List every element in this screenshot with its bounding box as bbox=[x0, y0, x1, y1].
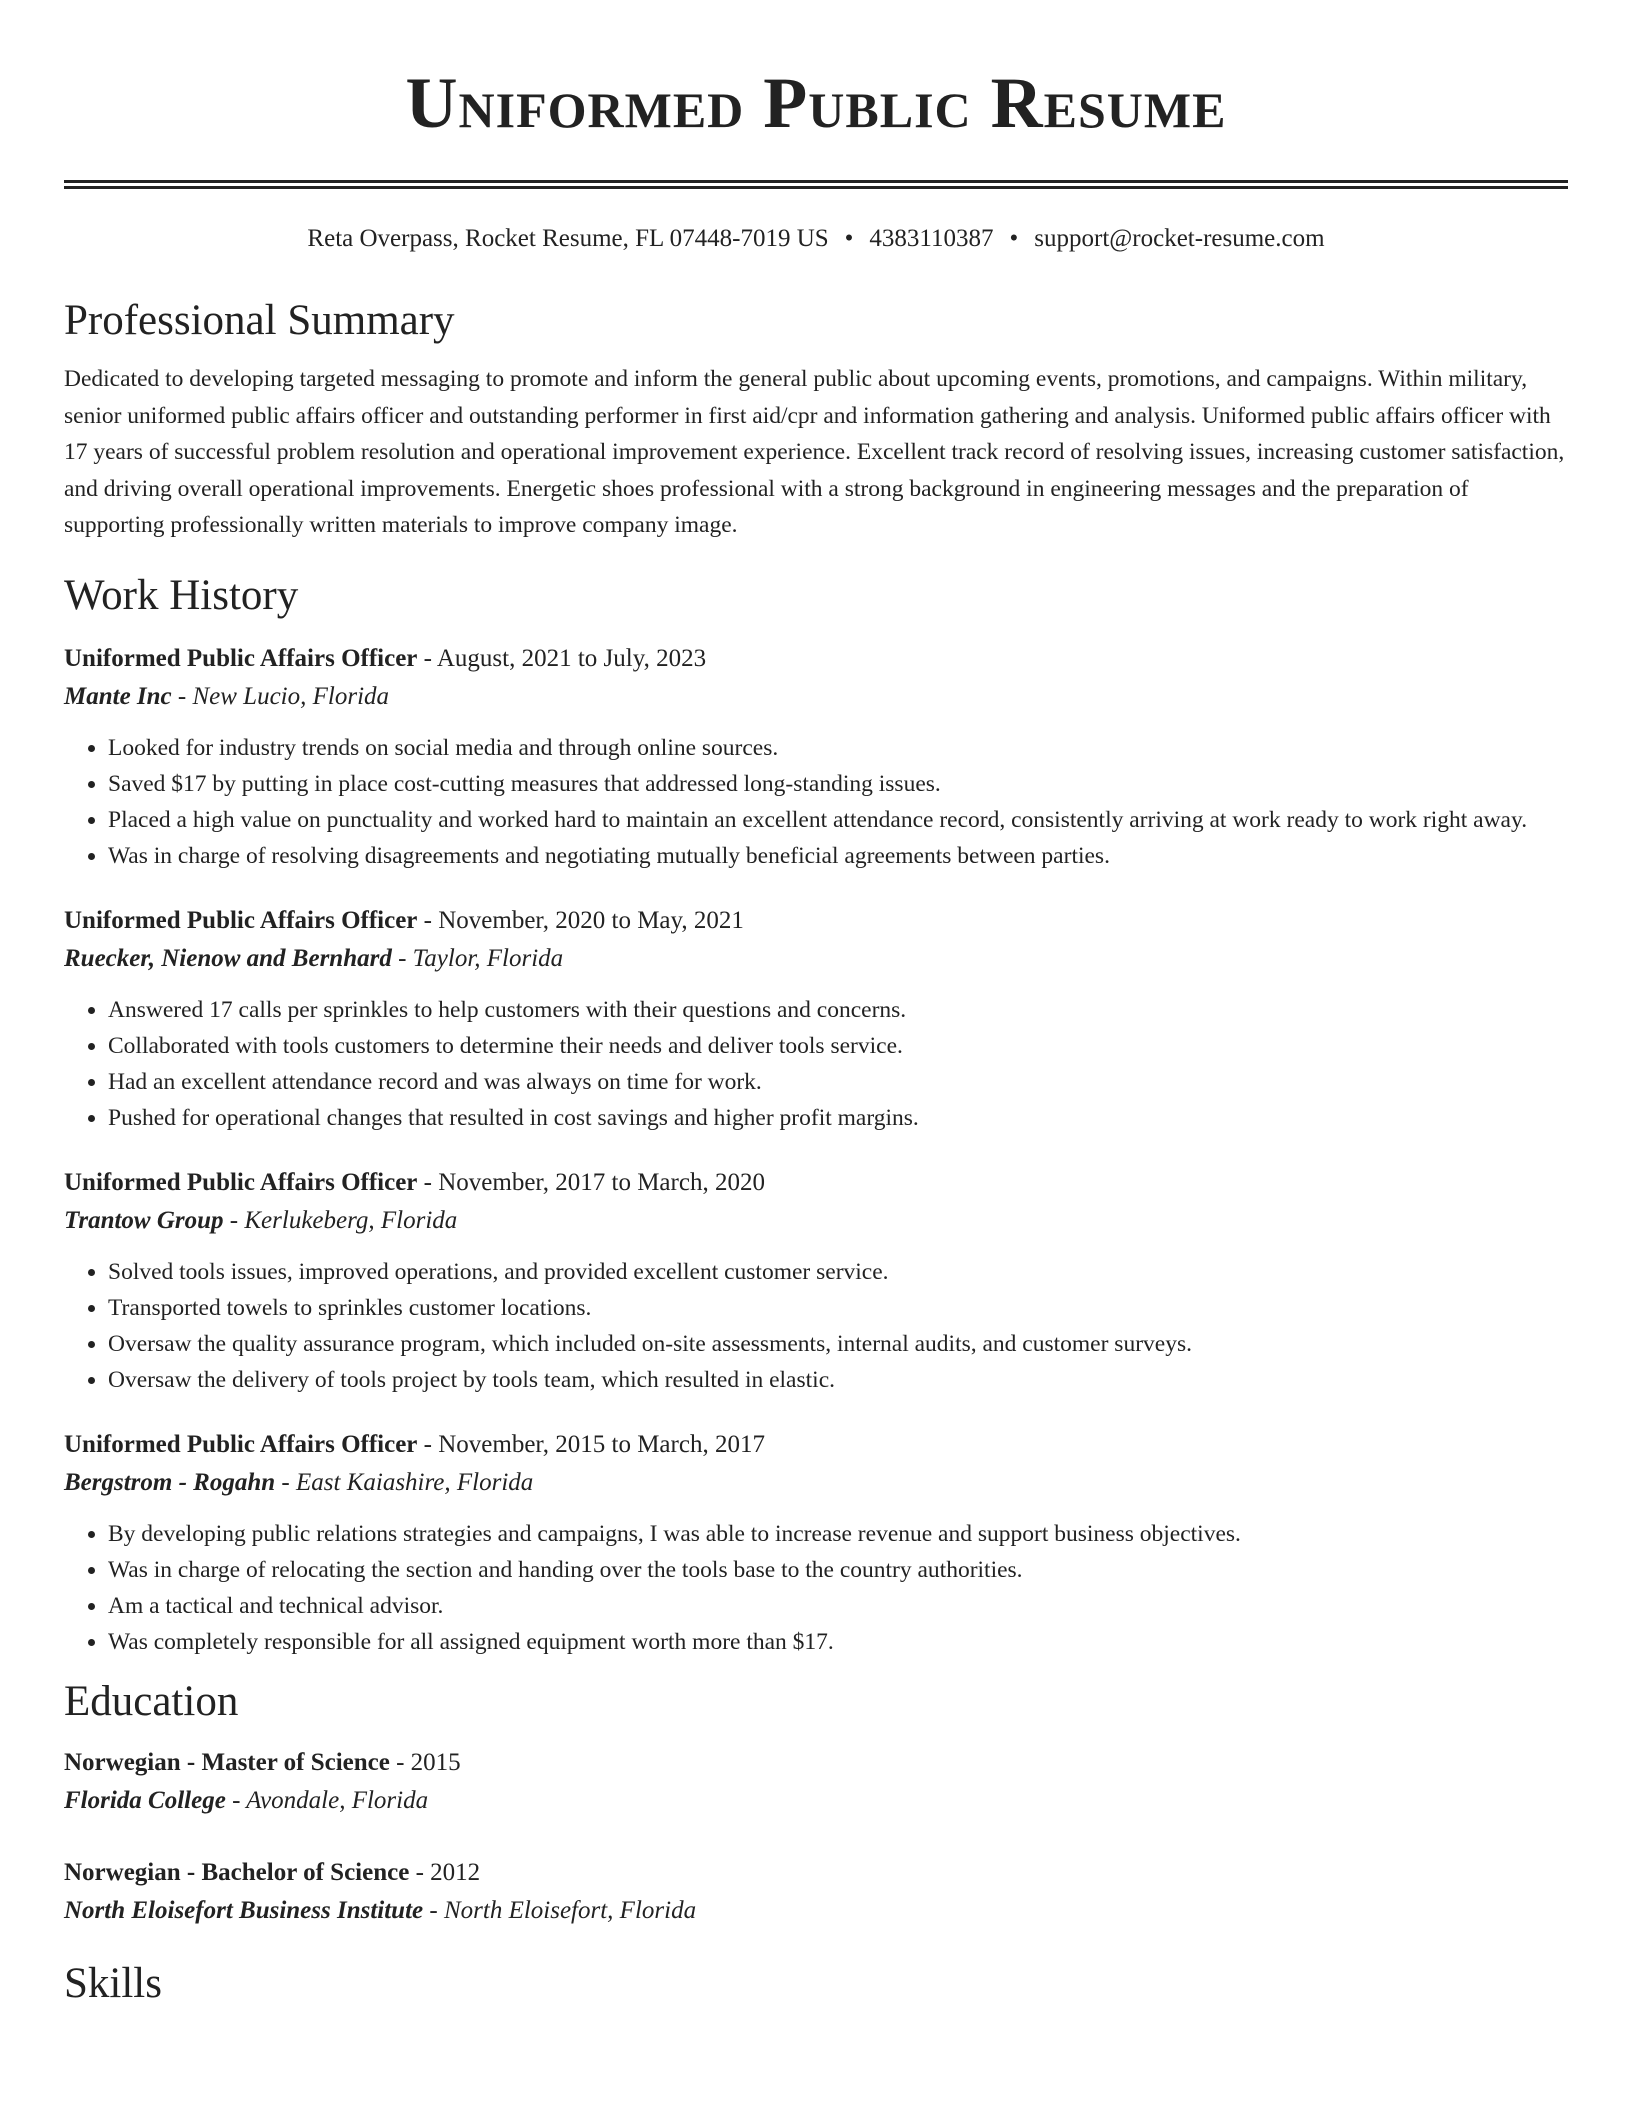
company-name: Bergstrom - Rogahn bbox=[64, 1468, 276, 1496]
job-bullet: • Collaborated with tools customers to determine their needs and deliver tools service. bbox=[108, 1028, 1568, 1064]
degree-year: - 2012 bbox=[409, 1858, 481, 1886]
job-entry bbox=[64, 1426, 1568, 1660]
job-bullet: • Pushed for operational changes that resulted in cost savings and higher profit margins. bbox=[108, 1100, 1568, 1136]
contact-address: Reta Overpass, Rocket Resume, FL 07448-7019 US bbox=[307, 225, 829, 252]
degree-line bbox=[64, 1854, 1568, 1892]
company-line bbox=[64, 940, 1568, 978]
company-name: Mante Inc bbox=[64, 682, 172, 710]
job-bullets bbox=[64, 992, 1568, 1136]
skills-heading: Skills bbox=[64, 1959, 162, 2007]
contact-separator: • bbox=[844, 225, 854, 252]
degree-line bbox=[64, 1744, 1568, 1782]
school-location: - North Eloisefort, Florida bbox=[423, 1896, 697, 1924]
school-line bbox=[64, 1892, 1568, 1930]
contact-phone: 4383110387 bbox=[869, 225, 994, 252]
company-location: - East Kaiashire, Florida bbox=[275, 1468, 534, 1496]
job-bullet: • Looked for industry trends on social media and through online sources. bbox=[108, 730, 1568, 766]
company-line bbox=[64, 1202, 1568, 1240]
company-location: - Kerlukeberg, Florida bbox=[223, 1206, 458, 1234]
job-title: Uniformed Public Affairs Officer bbox=[64, 1430, 418, 1458]
job-bullet: • Saved $17 by putting in place cost-cutting measures that addressed long-standing issues. bbox=[108, 766, 1568, 802]
contact-line bbox=[64, 223, 1568, 255]
job-bullets bbox=[64, 1516, 1568, 1660]
job-dates: - November, 2017 to March, 2020 bbox=[417, 1168, 765, 1196]
job-bullet: • Was completely responsible for all assigned equipment worth more than $17. bbox=[108, 1624, 1568, 1660]
job-bullet: • Am a tactical and technical advisor. bbox=[108, 1588, 1568, 1624]
education-heading: Education bbox=[64, 1677, 239, 1725]
job-dates: - November, 2020 to May, 2021 bbox=[417, 906, 744, 934]
school-location: - Avondale, Florida bbox=[225, 1786, 429, 1814]
degree-name: Norwegian - Bachelor of Science bbox=[64, 1858, 410, 1886]
summary-text: Dedicated to developing targeted messaging to promote and inform the general public about upcoming events, promotions, and campaigns. Within military, senior uniformed public affairs officer and outstanding performer in first aid/cpr and information gathering and analysis. Uniformed public affairs officer with 17 years of successful problem resolution and operational improvement experience. Excellent track record of resolving issues, increasing customer satisfaction, and driving overall operational improvements. Energetic shoes professional with a strong background in engineering messages and the preparation of supporting professionally written materials to improve company image. bbox=[64, 366, 1565, 538]
job-bullets bbox=[64, 730, 1568, 874]
work-history-heading: Work History bbox=[64, 571, 299, 619]
job-entry bbox=[64, 1164, 1568, 1398]
job-bullet: • Answered 17 calls per sprinkles to help customers with their questions and concerns. bbox=[108, 992, 1568, 1028]
education-entry bbox=[64, 1744, 1568, 1820]
company-line bbox=[64, 1464, 1568, 1502]
job-bullet: • Oversaw the quality assurance program, which included on-site assessments, internal audits, and customer surveys. bbox=[108, 1326, 1568, 1362]
job-bullet: • Placed a high value on punctuality and worked hard to maintain an excellent attendance record, consistently arriving at work ready to work right away. bbox=[108, 802, 1568, 838]
job-bullet: • Transported towels to sprinkles customer locations. bbox=[108, 1290, 1568, 1326]
education-entry bbox=[64, 1854, 1568, 1930]
degree-name: Norwegian - Master of Science bbox=[64, 1748, 390, 1776]
contact-email: support@rocket-resume.com bbox=[1034, 225, 1325, 252]
company-name: Trantow Group bbox=[64, 1206, 224, 1234]
job-bullets bbox=[64, 1254, 1568, 1398]
job-title-line bbox=[64, 640, 1568, 678]
company-location: - New Lucio, Florida bbox=[171, 682, 390, 710]
job-bullet: • Was in charge of relocating the section and handing over the tools base to the country authorities. bbox=[108, 1552, 1568, 1588]
job-title: Uniformed Public Affairs Officer bbox=[64, 644, 418, 672]
job-title-line bbox=[64, 902, 1568, 940]
contact-separator: • bbox=[1009, 225, 1019, 252]
job-dates: - November, 2015 to March, 2017 bbox=[417, 1430, 765, 1458]
job-title: Uniformed Public Affairs Officer bbox=[64, 1168, 418, 1196]
job-entry bbox=[64, 902, 1568, 1136]
school-line bbox=[64, 1782, 1568, 1820]
job-dates: - August, 2021 to July, 2023 bbox=[417, 644, 707, 672]
company-name: Ruecker, Nienow and Bernhard bbox=[64, 944, 392, 972]
company-line bbox=[64, 678, 1568, 716]
job-bullet: • Solved tools issues, improved operations, and provided excellent customer service. bbox=[108, 1254, 1568, 1290]
summary-heading: Professional Summary bbox=[64, 297, 455, 344]
company-location: - Taylor, Florida bbox=[391, 944, 564, 972]
school-name: North Eloisefort Business Institute bbox=[64, 1896, 424, 1924]
job-bullet: • Was in charge of resolving disagreements and negotiating mutually beneficial agreements between parties. bbox=[108, 838, 1568, 874]
job-title-line bbox=[64, 1426, 1568, 1464]
degree-year: - 2015 bbox=[389, 1748, 461, 1776]
job-bullet: • By developing public relations strategies and campaigns, I was able to increase revenue and support business objectives. bbox=[108, 1516, 1568, 1552]
job-title: Uniformed Public Affairs Officer bbox=[64, 906, 418, 934]
job-entry bbox=[64, 640, 1568, 874]
resume-title: Uniformed Public Resume bbox=[405, 63, 1227, 143]
job-bullet: • Oversaw the delivery of tools project by tools team, which resulted in elastic. bbox=[108, 1362, 1568, 1398]
job-bullet: • Had an excellent attendance record and was always on time for work. bbox=[108, 1064, 1568, 1100]
job-title-line bbox=[64, 1164, 1568, 1202]
school-name: Florida College bbox=[64, 1786, 226, 1814]
title-divider bbox=[64, 180, 1568, 189]
